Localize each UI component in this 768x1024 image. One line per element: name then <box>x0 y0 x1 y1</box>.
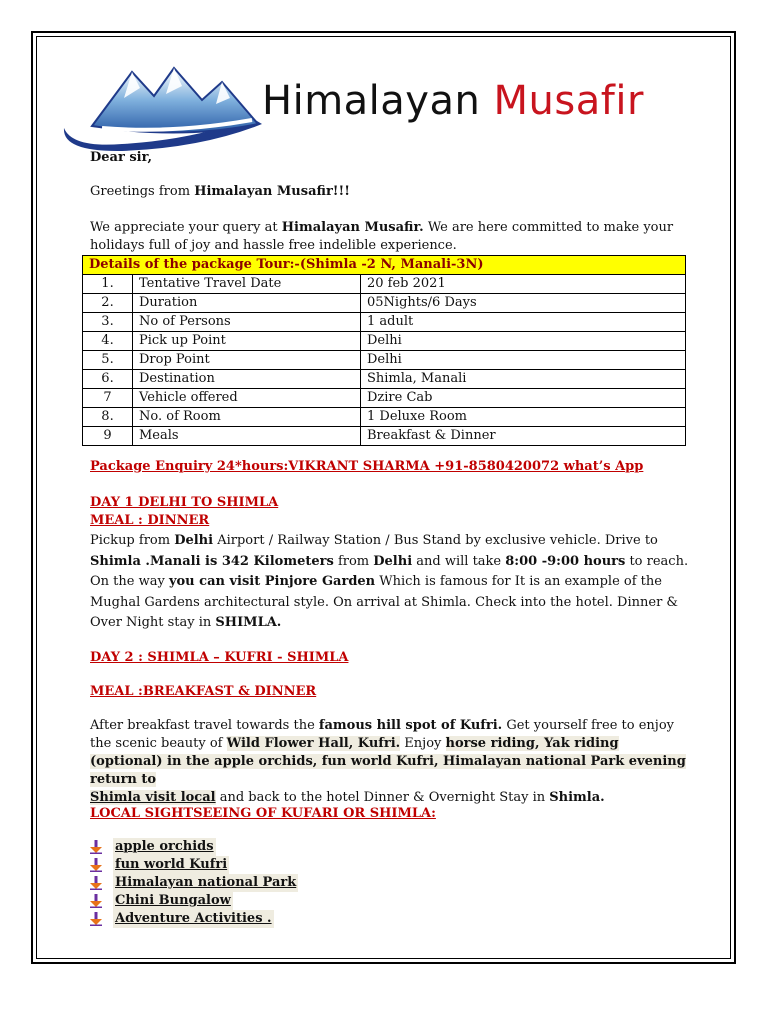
greetings-line: Greetings from Himalayan Musafir!!! <box>90 184 350 199</box>
down-arrow-bullet-icon <box>90 912 102 926</box>
list-item-label: Chini Bungalow <box>115 893 231 908</box>
row-label: No of Persons <box>133 313 361 332</box>
table-row <box>83 351 686 370</box>
row-value: 1 Deluxe Room <box>361 408 686 427</box>
row-value: Dzire Cab <box>361 389 686 408</box>
row-label: Meals <box>133 427 361 446</box>
list-item <box>90 910 298 928</box>
table-row <box>83 275 686 294</box>
day1-description: Pickup from Delhi Airport / Railway Station / Bus Stand by exclusive vehicle. Drive to Shimla .Manali is 342 Kilometers from Delhi and will take 8:00 -9:00 hours to reach. On the way you can visit Pinjore Garden Which is famous for It is an example of the Mughal Gardens architectural style. On arrival at Shimla. Check into the hotel. Dinner & Over Night stay in SHIMLA. <box>90 533 689 630</box>
day2-meal: MEAL :BREAKFAST & DINNER <box>90 684 317 699</box>
row-number: 3. <box>83 313 133 332</box>
row-number: 9 <box>83 427 133 446</box>
row-label: Drop Point <box>133 351 361 370</box>
row-value: 05Nights/6 Days <box>361 294 686 313</box>
table-row <box>83 332 686 351</box>
table-row <box>83 427 686 446</box>
row-number: 6. <box>83 370 133 389</box>
table-row <box>83 313 686 332</box>
row-value: Breakfast & Dinner <box>361 427 686 446</box>
list-item <box>90 856 298 874</box>
table-title: Details of the package Tour:-(Shimla -2 N, Manali-3N) <box>83 256 686 275</box>
row-number: 8. <box>83 408 133 427</box>
day1-meal: MEAL : DINNER <box>90 513 210 528</box>
row-label: Duration <box>133 294 361 313</box>
day2-title: DAY 2 : SHIMLA – KUFRI - SHIMLA <box>90 650 349 665</box>
row-value: 1 adult <box>361 313 686 332</box>
list-item <box>90 892 298 910</box>
intro-paragraph: We appreciate your query at Himalayan Musafir. We are here committed to make your holidays full of joy and hassle free indelible experience. <box>90 220 674 253</box>
brand-word-1: Himalayan <box>262 78 481 124</box>
list-item-label: apple orchids <box>115 839 214 854</box>
table-row <box>83 389 686 408</box>
table-header-row <box>83 256 686 275</box>
row-value: Delhi <box>361 332 686 351</box>
day2-description: After breakfast travel towards the famous hill spot of Kufri. Get yourself free to enjoy the scenic beauty of Wild Flower Hall, Kufri. Enjoy horse riding, Yak riding (optional) in the apple orchids, fun world Kufri, Himalayan national Park evening return to Shimla visit local and back to the hotel Dinner & Overnight Stay in Shimla. <box>90 718 686 805</box>
row-number: 2. <box>83 294 133 313</box>
enquiry-contact: Package Enquiry 24*hours:VIKRANT SHARMA +91-8580420072 what’s App <box>90 459 644 474</box>
list-item-label: Adventure Activities . <box>115 911 272 926</box>
brand-word-2: Musafir <box>493 78 644 124</box>
sightseeing-list <box>90 838 298 928</box>
row-value: Delhi <box>361 351 686 370</box>
brand-title <box>262 78 644 124</box>
row-number: 1. <box>83 275 133 294</box>
down-arrow-bullet-icon <box>90 876 102 890</box>
package-details-table <box>82 255 686 446</box>
row-number: 7 <box>83 389 133 408</box>
down-arrow-bullet-icon <box>90 894 102 908</box>
row-value: 20 feb 2021 <box>361 275 686 294</box>
table-row <box>83 370 686 389</box>
table-row <box>83 294 686 313</box>
sightseeing-title: LOCAL SIGHTSEEING OF KUFARI OR SHIMLA: <box>90 806 436 821</box>
row-label: Destination <box>133 370 361 389</box>
day1-title: DAY 1 DELHI TO SHIMLA <box>90 495 279 510</box>
row-label: Tentative Travel Date <box>133 275 361 294</box>
row-label: Vehicle offered <box>133 389 361 408</box>
list-item <box>90 874 298 892</box>
row-number: 4. <box>83 332 133 351</box>
list-item-label: Himalayan national Park <box>115 875 297 890</box>
row-label: Pick up Point <box>133 332 361 351</box>
down-arrow-bullet-icon <box>90 858 102 872</box>
down-arrow-bullet-icon <box>90 840 102 854</box>
row-label: No. of Room <box>133 408 361 427</box>
table-row <box>83 408 686 427</box>
list-item-label: fun world Kufri <box>115 857 228 872</box>
row-value: Shimla, Manali <box>361 370 686 389</box>
row-number: 5. <box>83 351 133 370</box>
salutation: Dear sir, <box>90 150 153 165</box>
list-item <box>90 838 298 856</box>
